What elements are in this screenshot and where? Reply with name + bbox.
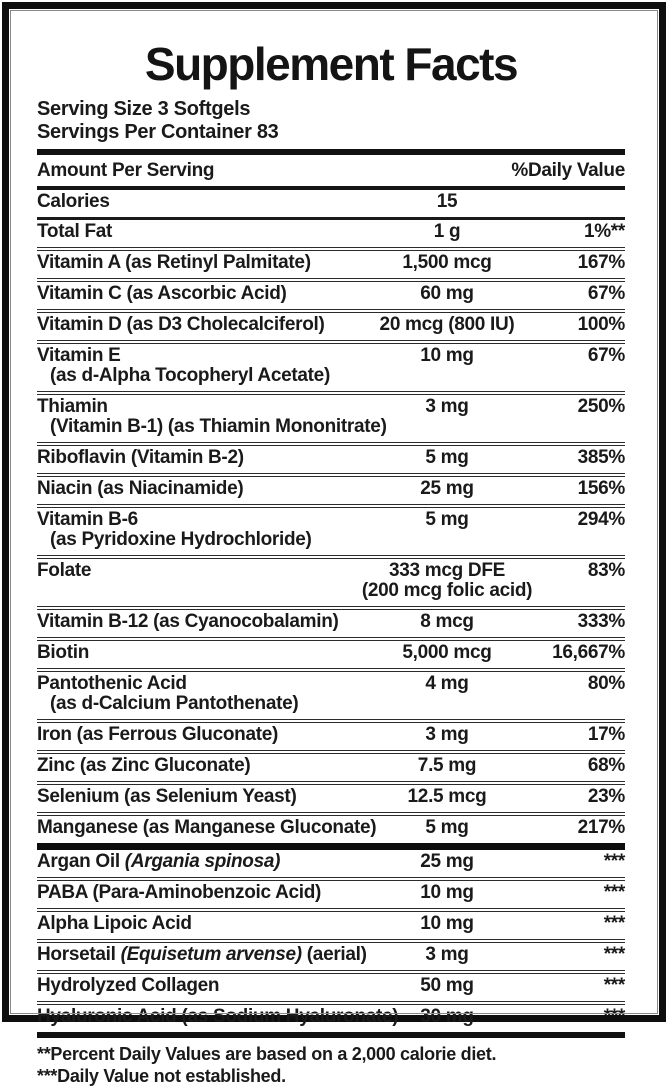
nutrient-row (37, 508, 625, 555)
nutrient-name: PABA (Para-Aminobenzoic Acid) (37, 881, 322, 903)
nutrient-amount: 12.5 mcg (407, 785, 487, 807)
nutrient-daily-value: 167% (577, 251, 625, 273)
nutrient-name: Calories (37, 190, 110, 212)
nutrient-daily-value: 67% (587, 344, 625, 366)
nutrient-name: Riboflavin (Vitamin B-2) (37, 446, 244, 468)
nutrient-name: Manganese (as Manganese Gluconate) (37, 816, 377, 838)
nutrient-daily-value: 83% (587, 559, 625, 581)
nutrient-daily-value: 333% (577, 610, 625, 632)
nutrient-daily-value: 156% (577, 477, 625, 499)
nutrient-daily-value: *** (603, 943, 625, 965)
nutrient-amount: 333 mcg DFE (200 mcg folic acid) (361, 559, 533, 601)
nutrient-row (37, 723, 625, 750)
daily-value-header: %Daily Value (511, 160, 625, 181)
nutrient-name: Vitamin E (as d-Alpha Tocopheryl Acetate) (37, 344, 330, 386)
amount-per-serving-header: Amount Per Serving (37, 160, 215, 181)
nutrient-daily-value: *** (603, 974, 625, 996)
nutrient-daily-value: 1%** (583, 220, 625, 242)
nutrient-amount: 30 mg (420, 1005, 474, 1027)
nutrient-daily-value: 294% (577, 508, 625, 530)
nutrient-name: Pantothenic Acid (as d-Calcium Pantothenate) (37, 672, 299, 714)
nutrient-row (37, 559, 625, 606)
nutrient-name: Vitamin C (as Ascorbic Acid) (37, 282, 287, 304)
nutrient-row (37, 974, 625, 1001)
nutrient-daily-value: *** (603, 1005, 625, 1027)
nutrient-row (37, 881, 625, 908)
nutrient-row (37, 912, 625, 939)
nutrient-amount: 1 g (433, 220, 461, 242)
nutrient-daily-value: 16,667% (552, 641, 625, 663)
nutrient-name: Alpha Lipoic Acid (37, 912, 192, 934)
nutrient-row (37, 446, 625, 473)
nutrient-daily-value: 67% (587, 282, 625, 304)
nutrient-row (37, 251, 625, 278)
nutrient-daily-value: *** (603, 881, 625, 903)
nutrient-daily-value: 100% (577, 313, 625, 335)
label-border (2, 2, 666, 1086)
nutrient-name: Hydrolyzed Collagen (37, 974, 220, 996)
nutrient-name: Niacin (as Niacinamide) (37, 477, 244, 499)
nutrient-amount: 10 mg (420, 912, 474, 934)
nutrient-table-section-2 (37, 850, 625, 1032)
nutrient-daily-value: 23% (587, 785, 625, 807)
nutrient-amount: 3 mg (425, 395, 469, 417)
nutrient-amount: 10 mg (420, 881, 474, 903)
nutrient-name: Total Fat (37, 220, 113, 242)
footnote-daily-values: **Percent Daily Values are based on a 2,000 calorie diet. (37, 1043, 497, 1064)
nutrient-name: Vitamin B-12 (as Cyanocobalamin) (37, 610, 339, 632)
table-header-row (37, 155, 625, 186)
nutrient-daily-value: 80% (587, 672, 625, 694)
nutrient-row (37, 610, 625, 637)
nutrient-row (37, 344, 625, 391)
nutrient-amount: 50 mg (420, 974, 474, 996)
nutrient-row (37, 220, 625, 247)
label-content (16, 16, 652, 1086)
nutrient-amount: 5 mg (425, 446, 469, 468)
nutrient-name: Vitamin A (as Retinyl Palmitate) (37, 251, 311, 273)
nutrient-row (37, 477, 625, 504)
nutrient-row (37, 1005, 625, 1032)
nutrient-amount: 3 mg (425, 723, 469, 745)
nutrient-daily-value: 68% (587, 754, 625, 776)
nutrient-name: Thiamin (Vitamin B-1) (as Thiamin Mononitrate) (37, 395, 387, 437)
footnotes (37, 1038, 625, 1087)
nutrient-row (37, 754, 625, 781)
nutrient-row (37, 282, 625, 309)
nutrient-amount: 8 mcg (420, 610, 474, 632)
nutrient-amount: 25 mg (420, 850, 474, 872)
footnote-not-established: ***Daily Value not established. (37, 1065, 286, 1086)
nutrient-name: Zinc (as Zinc Gluconate) (37, 754, 251, 776)
botanical-section-divider-bar (37, 843, 625, 850)
nutrient-row (37, 850, 625, 877)
nutrient-amount: 3 mg (425, 943, 469, 965)
nutrient-name: Hyaluronic Acid (as Sodium Hyaluronate) (37, 1005, 399, 1027)
nutrient-row (37, 641, 625, 668)
nutrient-row (37, 943, 625, 970)
nutrient-amount: 15 (436, 190, 458, 212)
nutrient-row (37, 313, 625, 340)
nutrient-amount: 7.5 mg (417, 754, 477, 776)
nutrient-daily-value: *** (603, 850, 625, 872)
nutrient-amount: 4 mg (425, 672, 469, 694)
nutrient-daily-value: *** (603, 912, 625, 934)
nutrient-amount: 60 mg (420, 282, 474, 304)
nutrient-name: Iron (as Ferrous Gluconate) (37, 723, 279, 745)
nutrient-amount: 10 mg (420, 344, 474, 366)
nutrient-amount: 5,000 mcg (402, 641, 492, 663)
servings-per-container: Servings Per Container 83 (37, 121, 279, 143)
nutrient-row (37, 672, 625, 719)
nutrient-amount: 5 mg (425, 508, 469, 530)
nutrient-name: Horsetail (Equisetum arvense) (aerial) (37, 943, 367, 965)
nutrient-amount: 1,500 mcg (402, 251, 492, 273)
nutrient-name: Vitamin D (as D3 Cholecalciferol) (37, 313, 325, 335)
nutrient-name: Argan Oil (Argania spinosa) (37, 850, 281, 872)
nutrient-row (37, 785, 625, 812)
nutrient-name: Vitamin B-6 (as Pyridoxine Hydrochloride) (37, 508, 312, 550)
nutrient-row (37, 190, 625, 217)
nutrient-amount: 20 mcg (800 IU) (379, 313, 515, 335)
nutrient-daily-value: 250% (577, 395, 625, 417)
nutrient-name: Selenium (as Selenium Yeast) (37, 785, 297, 807)
nutrient-amount: 5 mg (425, 816, 469, 838)
nutrient-table-section-1 (37, 190, 625, 843)
label-title: Supplement Facts (144, 38, 518, 90)
nutrient-name: Biotin (37, 641, 90, 663)
nutrient-daily-value: 217% (577, 816, 625, 838)
serving-size: Serving Size 3 Softgels (37, 98, 251, 120)
nutrient-row (37, 816, 625, 843)
nutrient-name: Folate (37, 559, 92, 581)
nutrient-daily-value: 17% (587, 723, 625, 745)
nutrient-amount: 25 mg (420, 477, 474, 499)
nutrient-row (37, 395, 625, 442)
nutrient-daily-value: 385% (577, 446, 625, 468)
